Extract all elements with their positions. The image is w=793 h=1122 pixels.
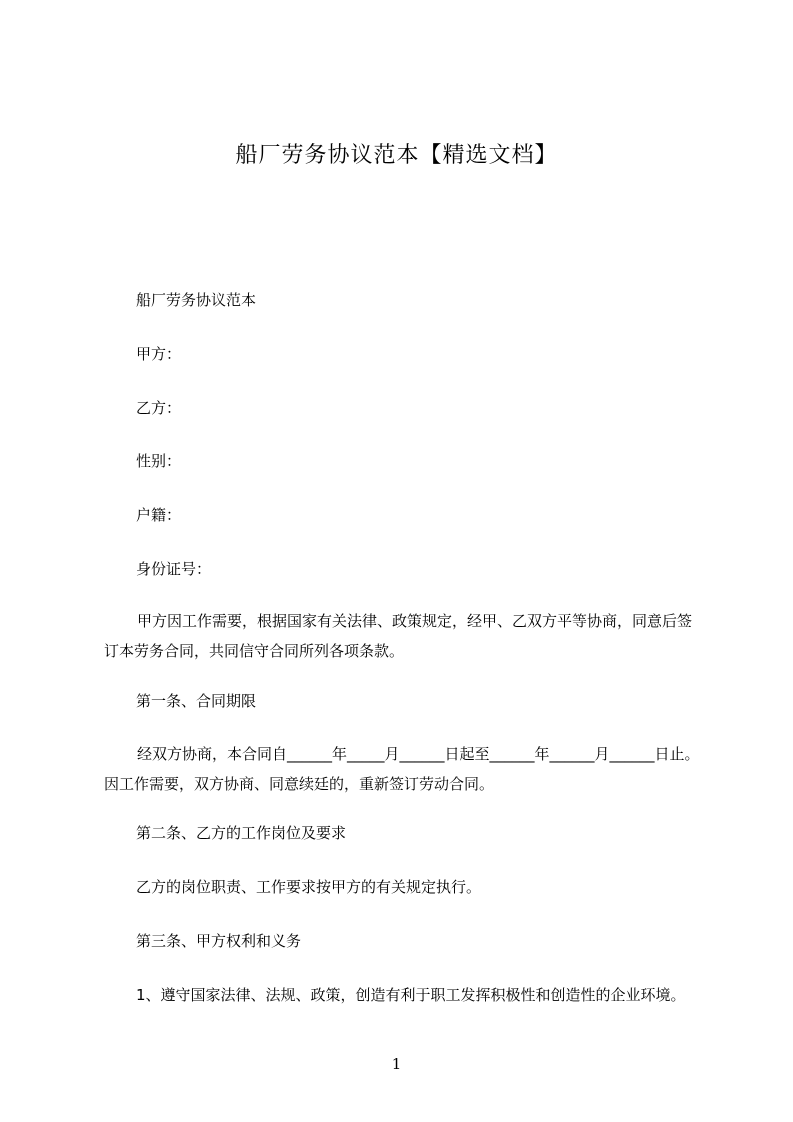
heading-article-2: 第二条、乙方的工作岗位及要求 bbox=[136, 824, 347, 842]
paragraph-contract-term: 经双方协商，本合同自______年_____月______日起至______年______月______日止。因工作需要，双方协商、同意续廷的，重新签订劳动合同。 bbox=[104, 745, 700, 793]
page-number: 1 bbox=[391, 1055, 402, 1073]
paragraph-item-1: 1、遵守国家法律、法规、政策，创造有利于职工发挥积极性和创造性的企业环境。 bbox=[136, 986, 686, 1004]
paragraph-job-requirements: 乙方的岗位职责、工作要求按甲方的有关规定执行。 bbox=[136, 878, 482, 896]
paragraph-preamble: 甲方因工作需要，根据国家有关法律、政策规定，经甲、乙双方平等协商，同意后签订本劳务合同，共同信守合同所列各项条款。 bbox=[104, 612, 693, 660]
paragraph-gender: 性别： bbox=[136, 452, 182, 470]
heading-article-1: 第一条、合同期限 bbox=[136, 692, 257, 710]
paragraph-party-a: 甲方： bbox=[136, 345, 182, 363]
paragraph-id-number: 身份证号： bbox=[136, 560, 212, 578]
paragraph-party-b: 乙方： bbox=[136, 399, 182, 417]
heading-article-3: 第三条、甲方权利和义务 bbox=[136, 932, 302, 950]
document-title: 船厂劳务协议范本【精选文档】 bbox=[235, 143, 558, 168]
paragraph-subtitle: 船厂劳务协议范本 bbox=[136, 291, 257, 309]
paragraph-household-registration: 户籍： bbox=[136, 506, 182, 524]
